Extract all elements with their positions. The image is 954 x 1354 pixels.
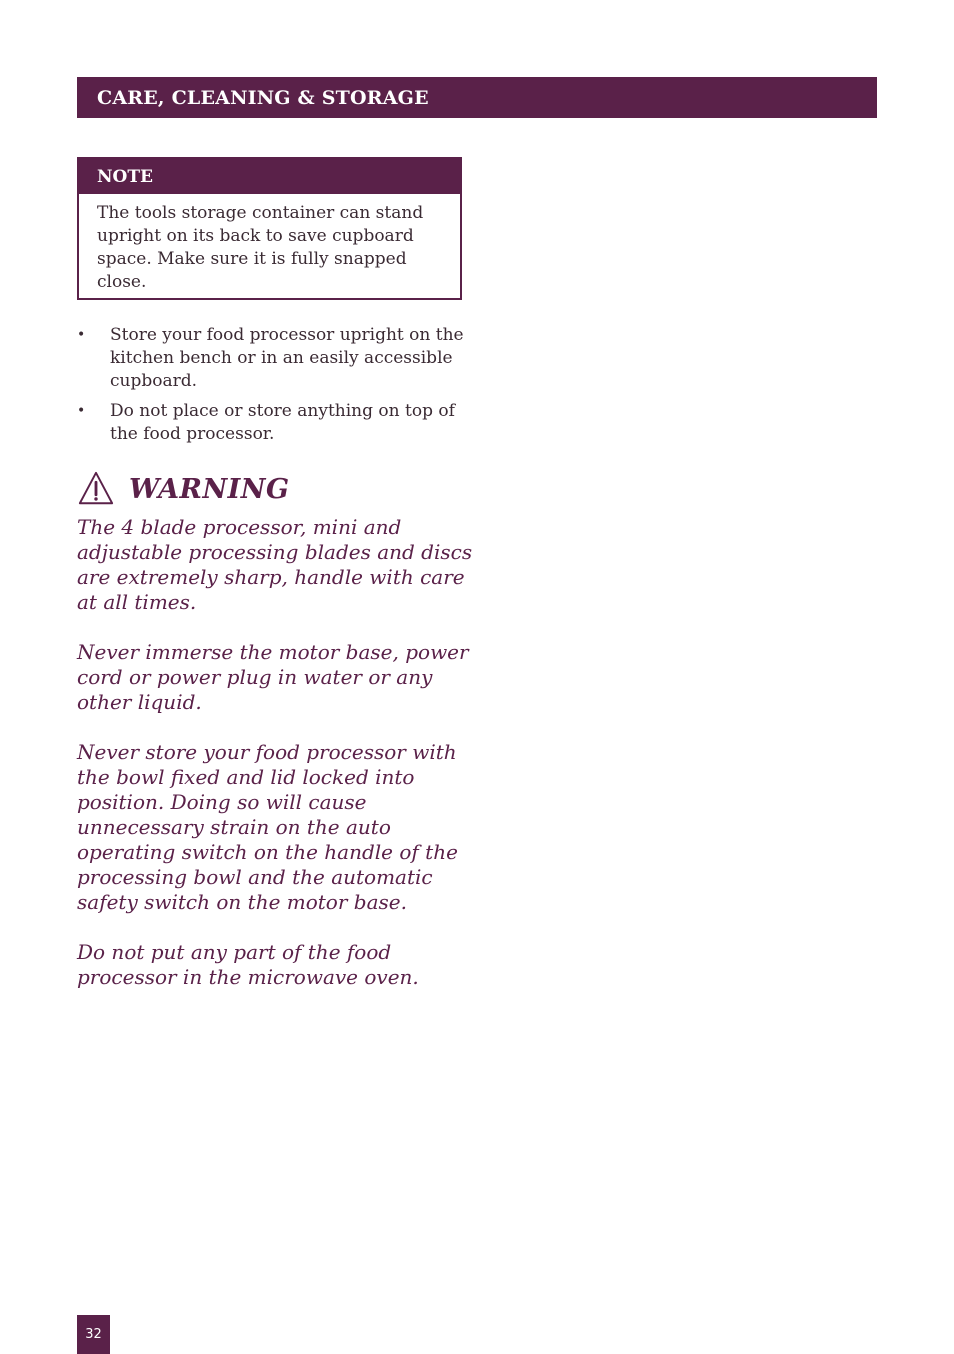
section-title: CARE, CLEANING & STORAGE bbox=[97, 86, 429, 109]
list-item-text: Store your food processor upright on the kitchen bench or in an easily accessible cupboard. bbox=[110, 325, 464, 391]
warning-triangle-icon bbox=[77, 470, 115, 508]
list-item-text: Do not place or store anything on top of the food processor. bbox=[110, 401, 455, 444]
note-title: NOTE bbox=[79, 159, 460, 194]
warning-paragraph: Do not put any part of the food processor in the microwave oven. bbox=[77, 940, 419, 989]
warning-paragraph: Never store your food processor with the bowl fixed and lid locked into position. Doing so will cause unnecessary strain on the auto operating switch on the handle of the processing bowl and the automatic safety switch on the motor base. bbox=[77, 740, 458, 914]
list-item bbox=[77, 324, 467, 393]
bullet-icon: • bbox=[77, 327, 86, 343]
warning-heading bbox=[77, 468, 290, 510]
warning-paragraph: Never immerse the motor base, power cord or power plug in water or any other liquid. bbox=[77, 640, 469, 714]
note-body: The tools storage container can stand upright on its back to save cupboard space. Make sure it is fully snapped close. bbox=[97, 203, 424, 292]
page-number: 32 bbox=[77, 1315, 110, 1354]
bullet-icon: • bbox=[77, 403, 86, 419]
warning-title: WARNING bbox=[129, 473, 290, 505]
warning-paragraph: The 4 blade processor, mini and adjustable processing blades and discs are extremely sharp, handle with care at all times. bbox=[77, 515, 473, 614]
warning-body bbox=[77, 515, 477, 1015]
storage-bullet-list bbox=[77, 324, 467, 453]
section-header bbox=[77, 77, 877, 118]
note-box bbox=[77, 157, 462, 300]
list-item bbox=[77, 400, 467, 446]
